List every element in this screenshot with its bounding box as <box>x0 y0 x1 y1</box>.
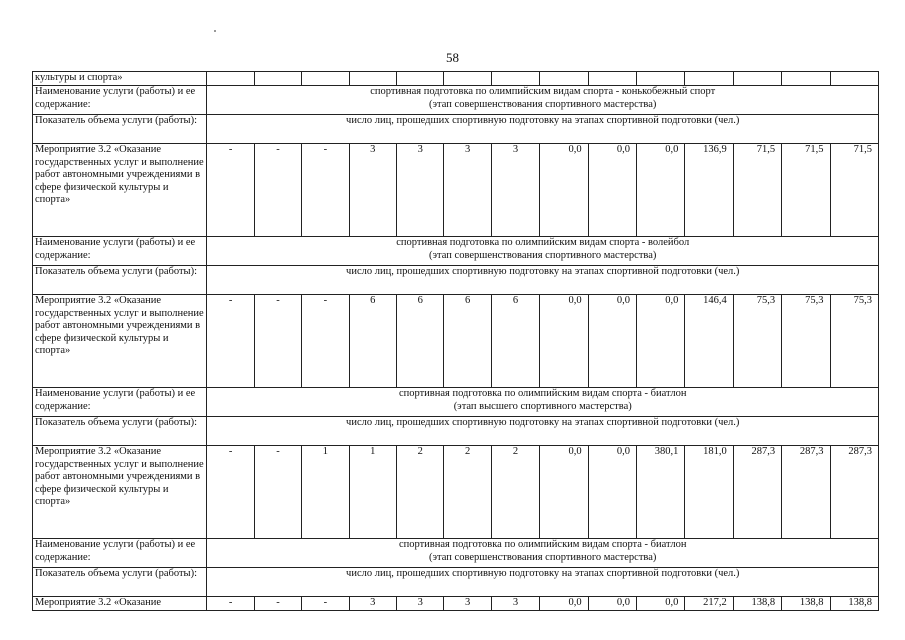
service-description <box>207 539 879 568</box>
value-cell: 3 <box>397 144 444 237</box>
row-label: культуры и спорта» <box>33 72 207 86</box>
table-row-indicator <box>33 417 879 446</box>
value-cell: 3 <box>444 144 491 237</box>
value-cell: 146,4 <box>685 295 733 388</box>
empty-cell <box>254 72 301 86</box>
volume-indicator: число лиц, прошедших спортивную подготовку на этапах спортивной подготовки (чел.) <box>207 417 879 446</box>
service-description <box>207 237 879 266</box>
table-row-service <box>33 86 879 115</box>
value-cell: 287,3 <box>733 446 781 539</box>
value-cell: 0,0 <box>588 144 636 237</box>
value-cell: 0,0 <box>540 597 588 611</box>
table-row-event <box>33 144 879 237</box>
empty-cell <box>588 72 636 86</box>
empty-cell <box>540 72 588 86</box>
value-cell: 6 <box>444 295 491 388</box>
value-cell: 6 <box>349 295 396 388</box>
value-cell: 75,3 <box>782 295 830 388</box>
value-cell: 6 <box>491 295 539 388</box>
value-cell: 0,0 <box>588 295 636 388</box>
empty-cell <box>349 72 396 86</box>
volume-indicator: число лиц, прошедших спортивную подготовку на этапах спортивной подготовки (чел.) <box>207 568 879 597</box>
service-description <box>207 86 879 115</box>
empty-cell <box>685 72 733 86</box>
service-name: спортивная подготовка по олимпийским видам спорта - биатлон <box>398 539 687 550</box>
value-cell: 0,0 <box>636 597 684 611</box>
row-label: Показатель объема услуги (работы): <box>33 115 207 144</box>
row-label: Мероприятие 3.2 «Оказание государственных услуг и выполнение работ автономными учреждениями в сфере физической культуры и спорта» <box>33 295 207 388</box>
service-stage: (этап совершенствования спортивного мастерства) <box>429 551 657 563</box>
value-cell: 75,3 <box>830 295 878 388</box>
measures-table <box>32 71 879 611</box>
value-cell: 0,0 <box>540 446 588 539</box>
empty-cell <box>302 72 349 86</box>
value-cell: - <box>302 144 349 237</box>
service-description <box>207 388 879 417</box>
scan-dot <box>214 30 216 32</box>
empty-cell <box>733 72 781 86</box>
value-cell: - <box>254 597 301 611</box>
table-row-indicator <box>33 266 879 295</box>
table-row-event-partial <box>33 597 879 611</box>
value-cell: - <box>302 295 349 388</box>
value-cell: - <box>207 144 254 237</box>
value-cell: 138,8 <box>830 597 878 611</box>
service-name: спортивная подготовка по олимпийским видам спорта - конькобежный спорт <box>370 86 716 97</box>
value-cell: - <box>254 295 301 388</box>
empty-cell <box>491 72 539 86</box>
service-stage: (этап совершенствования спортивного мастерства) <box>429 98 657 110</box>
volume-indicator: число лиц, прошедших спортивную подготовку на этапах спортивной подготовки (чел.) <box>207 266 879 295</box>
value-cell: 3 <box>349 144 396 237</box>
value-cell: 0,0 <box>540 295 588 388</box>
table-row-event <box>33 446 879 539</box>
value-cell: 3 <box>349 597 396 611</box>
value-cell: 181,0 <box>685 446 733 539</box>
table-body <box>33 72 879 611</box>
service-name: спортивная подготовка по олимпийским видам спорта - биатлон <box>398 388 687 399</box>
value-cell: 380,1 <box>636 446 684 539</box>
value-cell: 71,5 <box>830 144 878 237</box>
value-cell: 0,0 <box>588 446 636 539</box>
value-cell: 3 <box>444 597 491 611</box>
row-label: Мероприятие 3.2 «Оказание государственных услуг и выполнение работ автономными учреждениями в сфере физической культуры и спорта» <box>33 144 207 237</box>
table-row-service <box>33 539 879 568</box>
row-label: Показатель объема услуги (работы): <box>33 266 207 295</box>
value-cell: - <box>207 597 254 611</box>
empty-cell <box>830 72 878 86</box>
table-row-indicator <box>33 115 879 144</box>
empty-cell <box>636 72 684 86</box>
table-row-event <box>33 295 879 388</box>
value-cell: - <box>254 446 301 539</box>
value-cell: 138,8 <box>733 597 781 611</box>
row-label: Наименование услуги (работы) и ее содержание: <box>33 86 207 115</box>
table-row-indicator <box>33 568 879 597</box>
row-label: Мероприятие 3.2 «Оказание <box>33 597 207 611</box>
value-cell: 1 <box>302 446 349 539</box>
service-stage: (этап высшего спортивного мастерства) <box>453 400 632 412</box>
value-cell: 71,5 <box>782 144 830 237</box>
value-cell: - <box>207 295 254 388</box>
empty-cell <box>782 72 830 86</box>
row-label: Показатель объема услуги (работы): <box>33 568 207 597</box>
value-cell: 3 <box>491 144 539 237</box>
value-cell: 136,9 <box>685 144 733 237</box>
value-cell: 287,3 <box>830 446 878 539</box>
value-cell: 2 <box>491 446 539 539</box>
value-cell: 3 <box>491 597 539 611</box>
row-label: Наименование услуги (работы) и ее содержание: <box>33 539 207 568</box>
table-row-service <box>33 388 879 417</box>
value-cell: 217,2 <box>685 597 733 611</box>
value-cell: - <box>254 144 301 237</box>
table-row-service <box>33 237 879 266</box>
row-label: Мероприятие 3.2 «Оказание государственных услуг и выполнение работ автономными учреждениями в сфере физической культуры и спорта» <box>33 446 207 539</box>
empty-cell <box>444 72 491 86</box>
value-cell: 0,0 <box>588 597 636 611</box>
empty-cell <box>397 72 444 86</box>
value-cell: 1 <box>349 446 396 539</box>
row-label: Наименование услуги (работы) и ее содержание: <box>33 237 207 266</box>
value-cell: 138,8 <box>782 597 830 611</box>
value-cell: 75,3 <box>733 295 781 388</box>
value-cell: 71,5 <box>733 144 781 237</box>
value-cell: 6 <box>397 295 444 388</box>
service-name: спортивная подготовка по олимпийским видам спорта - волейбол <box>396 237 690 248</box>
value-cell: - <box>207 446 254 539</box>
value-cell: 3 <box>397 597 444 611</box>
value-cell: 0,0 <box>636 144 684 237</box>
table-row-cont <box>33 72 879 86</box>
value-cell: 287,3 <box>782 446 830 539</box>
value-cell: 0,0 <box>636 295 684 388</box>
value-cell: 2 <box>444 446 491 539</box>
row-label: Показатель объема услуги (работы): <box>33 417 207 446</box>
empty-cell <box>207 72 254 86</box>
volume-indicator: число лиц, прошедших спортивную подготовку на этапах спортивной подготовки (чел.) <box>207 115 879 144</box>
row-label: Наименование услуги (работы) и ее содержание: <box>33 388 207 417</box>
page-number: 58 <box>446 50 459 65</box>
value-cell: - <box>302 597 349 611</box>
value-cell: 0,0 <box>540 144 588 237</box>
value-cell: 2 <box>397 446 444 539</box>
service-stage: (этап совершенствования спортивного мастерства) <box>429 249 657 261</box>
